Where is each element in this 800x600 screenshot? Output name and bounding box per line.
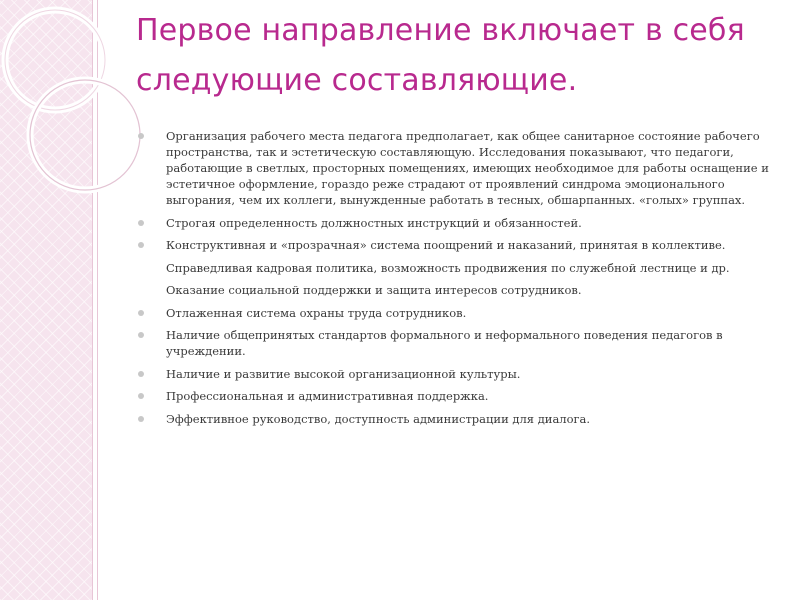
- list-item: [138, 215, 778, 231]
- list-item-text: Организация рабочего места педагога предполагает, как общее санитарное состояние рабочего пространства, так и эстетическую составляющую. Исследования показывают, что педагоги, работающие в светлых, просторных помещениях, имеющих необходимое для работы оснащение и эстетичное оформление, гораздо реже страдают от проявлений синдрома эмоционального выгорания, чем их коллеги, вынужденные работать в тесных, обшарпанных. «голых» группах.: [166, 129, 769, 207]
- bullet-dot-icon: [138, 133, 144, 139]
- list-item-text: Конструктивная и «прозрачная» система поощрений и наказаний, принятая в коллективе.: [166, 238, 726, 252]
- list-item: [138, 388, 778, 404]
- list-item: [138, 366, 778, 382]
- bullet-dot-icon: [138, 371, 144, 377]
- list-item: [138, 282, 778, 298]
- list-item: [138, 237, 778, 253]
- list-item-text: Наличие общепринятых стандартов формального и неформального поведения педагогов в учреждении.: [166, 328, 723, 358]
- bullet-dot-icon: [138, 416, 144, 422]
- list-item: [138, 260, 778, 276]
- list-item-text: Справедливая кадровая политика, возможность продвижения по служебной лестнице и др.: [166, 260, 730, 275]
- bullet-dot-icon: [138, 220, 144, 226]
- list-item-text: Наличие и развитие высокой организационной культуры.: [166, 366, 521, 381]
- bullet-dot-icon: [138, 310, 144, 316]
- slide-content: [138, 128, 778, 433]
- bullet-dot-icon: [138, 393, 144, 399]
- list-item-text: Оказание социальной поддержки и защита интересов сотрудников.: [166, 283, 582, 297]
- list-item-text: Профессиональная и административная поддержка.: [166, 389, 489, 403]
- list-item: [138, 327, 778, 359]
- bullet-dot-icon: [138, 332, 144, 338]
- list-item-text: Эффективное руководство, доступность администрации для диалога.: [166, 411, 591, 426]
- list-item: [138, 411, 778, 427]
- bullet-list: [138, 128, 778, 427]
- list-item: [138, 305, 778, 321]
- slide-title: Первое направление включает в себя следующие составляющие.: [136, 13, 745, 98]
- list-item-text: Отлаженная система охраны труда сотрудников.: [166, 305, 467, 320]
- bullet-dot-icon: [138, 242, 144, 248]
- list-item-text: Строгая определенность должностных инструкций и обязанностей.: [166, 215, 582, 230]
- decorative-rings: [0, 0, 110, 210]
- list-item: [138, 128, 778, 208]
